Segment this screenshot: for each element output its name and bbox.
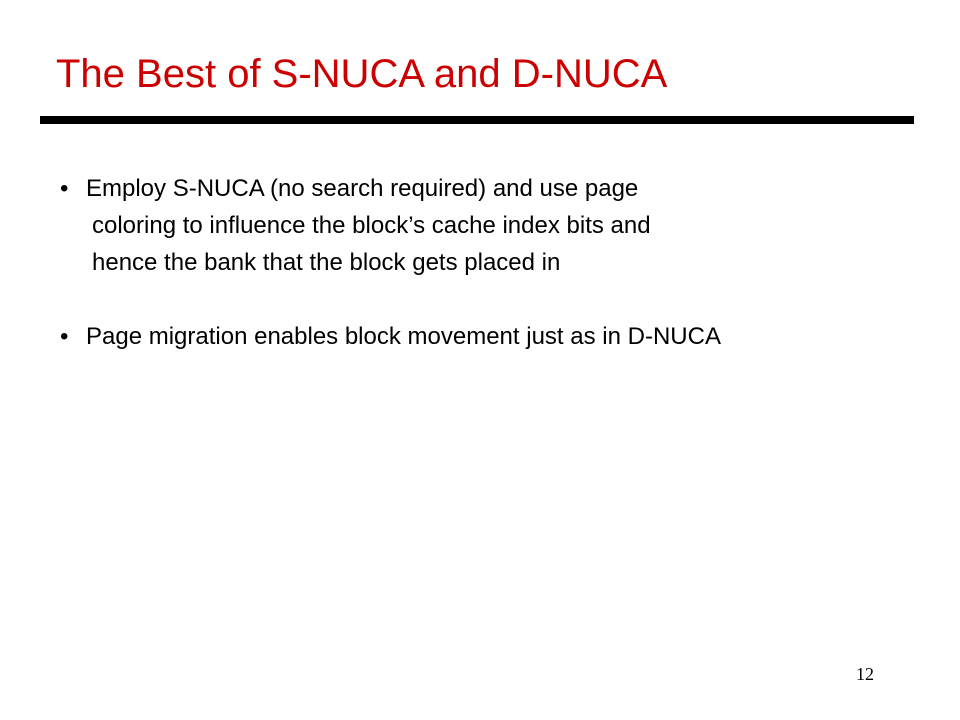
bullet-list	[60, 170, 940, 355]
bullet-marker: •	[60, 323, 69, 350]
bullet-line: hence the bank that the block gets placed in	[92, 249, 561, 276]
page-number: 12	[856, 664, 874, 684]
bullet-line	[60, 318, 940, 355]
bullet-item-2	[60, 318, 940, 355]
bullet-line: coloring to influence the block’s cache index bits and	[92, 212, 651, 239]
title-divider	[40, 116, 914, 124]
bullet-line	[60, 170, 940, 207]
bullet-text: Employ S-NUCA (no search required) and use page	[86, 175, 639, 202]
bullet-marker: •	[60, 175, 69, 202]
bullet-text: Page migration enables block movement just as in D-NUCA	[86, 323, 721, 350]
slide-title: The Best of S-NUCA and D-NUCA	[56, 52, 668, 96]
bullet-item-1	[60, 170, 940, 281]
